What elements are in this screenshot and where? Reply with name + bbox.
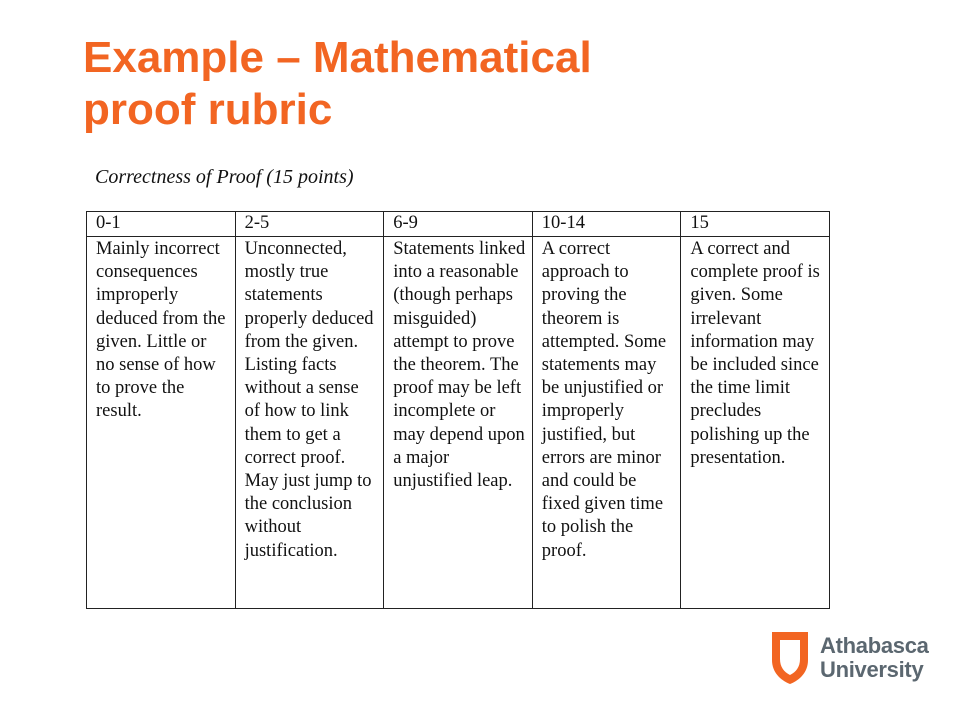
rubric-description-cell: A correct approach to proving the theorem is attempted. Some statements may be unjustified or improperly justified, but errors are minor and could be fixed given time to polish the proof. xyxy=(532,237,681,609)
logo-line-2: University xyxy=(820,657,924,682)
score-range-header: 10-14 xyxy=(532,212,681,237)
slide-title-line-1: Example – Mathematical xyxy=(83,33,592,82)
score-range-header: 2-5 xyxy=(235,212,384,237)
rubric-description-cell: Mainly incorrect consequences improperly deduced from the given. Little or no sense of how to prove the result. xyxy=(87,237,236,609)
rubric-description-row xyxy=(87,237,830,609)
athabasca-university-logo xyxy=(770,630,940,690)
rubric-header-row xyxy=(87,212,830,237)
rubric-description-cell: A correct and complete proof is given. Some irrelevant information may be included since the time limit precludes polishing up the presentation. xyxy=(681,237,830,609)
score-range-header: 15 xyxy=(681,212,830,237)
rubric-table xyxy=(86,211,830,609)
logo-wordmark xyxy=(820,634,929,682)
slide-title-line-2: proof rubric xyxy=(83,85,333,134)
score-range-header: 0-1 xyxy=(87,212,236,237)
rubric-caption: Correctness of Proof (15 points) xyxy=(95,166,354,188)
logo-line-1: Athabasca xyxy=(820,633,929,658)
slide-title xyxy=(83,32,863,136)
shield-logo-icon xyxy=(770,630,810,686)
rubric-description-cell: Statements linked into a reasonable (though perhaps misguided) attempt to prove the theorem. The proof may be left incomplete or may depend upon a major unjustified leap. xyxy=(384,237,533,609)
score-range-header: 6-9 xyxy=(384,212,533,237)
rubric-description-cell: Unconnected, mostly true statements properly deduced from the given. Listing facts without a sense of how to link them to get a correct proof. May just jump to the conclusion without justification. xyxy=(235,237,384,609)
